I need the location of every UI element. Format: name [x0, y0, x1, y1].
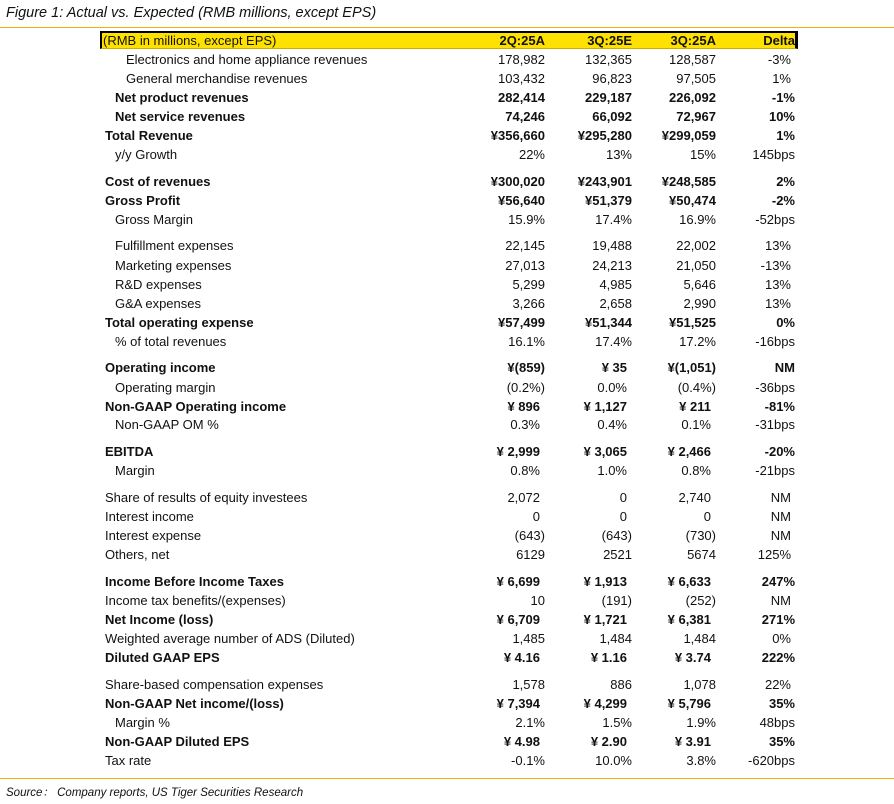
header-col-2q25a: 2Q:25A: [499, 33, 545, 48]
table-row: [0, 88, 894, 107]
cell-2q25a: ¥ 2,999: [496, 444, 540, 459]
row-label: Total Revenue: [105, 128, 193, 143]
row-label: Share-based compensation expenses: [105, 677, 324, 692]
cell-3q25a: 97,505: [676, 71, 716, 86]
cell-delta: -13%: [760, 258, 791, 273]
cell-delta: 13%: [764, 296, 791, 311]
cell-delta: 1%: [772, 71, 791, 86]
cell-3q25a: 3.8%: [686, 753, 716, 768]
table-row: [0, 126, 894, 145]
table-row: [0, 236, 894, 255]
row-label: Net service revenues: [115, 109, 246, 124]
header-col-3q25a: 3Q:25A: [670, 33, 716, 48]
row-label: Non-GAAP Operating income: [105, 399, 287, 414]
cell-2q25a: 282,414: [498, 90, 545, 105]
row-label: Non-GAAP OM %: [115, 417, 219, 432]
cell-3q25e: 96,823: [592, 71, 632, 86]
cell-3q25a: 0.1%: [681, 417, 711, 432]
table-row: [0, 694, 894, 713]
cell-delta: 1%: [776, 128, 795, 143]
table-row: [0, 610, 894, 629]
cell-2q25a: ¥ 4.98: [503, 734, 540, 749]
cell-3q25a: 5674: [687, 547, 716, 562]
cell-2q25a: -0.1%: [511, 753, 545, 768]
cell-2q25a: ¥56,640: [498, 193, 545, 208]
bottom-rule: [0, 778, 894, 779]
row-label: Total operating expense: [105, 315, 254, 330]
row-label: Gross Margin: [115, 212, 194, 227]
table-row: [0, 256, 894, 275]
cell-2q25a: 178,982: [498, 52, 545, 67]
cell-delta: NM: [770, 490, 791, 505]
cell-3q25a: 128,587: [669, 52, 716, 67]
table-row: [0, 591, 894, 610]
cell-3q25e: (643): [601, 528, 632, 543]
cell-3q25e: 17.4%: [595, 212, 632, 227]
table-row: [0, 572, 894, 591]
cell-delta: 2%: [776, 174, 795, 189]
cell-3q25e: 229,187: [585, 90, 632, 105]
cell-2q25a: ¥ 6,709: [496, 612, 540, 627]
cell-2q25a: 0.3%: [510, 417, 540, 432]
cell-3q25e: 13%: [605, 147, 632, 162]
cell-2q25a: 16.1%: [508, 334, 545, 349]
row-label: y/y Growth: [115, 147, 178, 162]
cell-3q25e: (191): [601, 593, 632, 608]
cell-2q25a: ¥ 7,394: [496, 696, 540, 711]
cell-2q25a: ¥ 896: [507, 399, 540, 414]
cell-2q25a: 5,299: [512, 277, 545, 292]
table-row: [0, 172, 894, 191]
cell-2q25a: 1,485: [512, 631, 545, 646]
cell-delta: 271%: [761, 612, 795, 627]
table-row: [0, 713, 894, 732]
cell-3q25e: 2,658: [599, 296, 632, 311]
row-label: Cost of revenues: [105, 174, 211, 189]
cell-3q25e: 0: [619, 509, 627, 524]
table-row: [0, 107, 894, 126]
cell-2q25a: ¥57,499: [498, 315, 545, 330]
cell-3q25a: ¥248,585: [661, 174, 716, 189]
cell-3q25e: 1,484: [599, 631, 632, 646]
row-label: Gross Profit: [105, 193, 181, 208]
cell-delta: -2%: [771, 193, 795, 208]
cell-3q25e: 4,985: [599, 277, 632, 292]
cell-3q25a: 72,967: [676, 109, 716, 124]
cell-3q25a: ¥ 5,796: [667, 696, 711, 711]
cell-2q25a: 74,246: [505, 109, 545, 124]
row-label: Income tax benefits/(expenses): [105, 593, 286, 608]
table-row: [0, 50, 894, 69]
table-row: [0, 545, 894, 564]
cell-3q25e: 0.4%: [597, 417, 627, 432]
cell-3q25e: 1.5%: [602, 715, 632, 730]
table-row: [0, 415, 894, 434]
cell-3q25a: 5,646: [683, 277, 716, 292]
cell-3q25a: 0: [703, 509, 711, 524]
cell-delta: NM: [770, 528, 791, 543]
table-row: [0, 210, 894, 229]
row-label: Operating income: [105, 360, 216, 375]
cell-3q25e: ¥ 1,721: [583, 612, 627, 627]
table-row: [0, 332, 894, 351]
cell-2q25a: 2,072: [507, 490, 540, 505]
cell-3q25a: ¥ 3.91: [674, 734, 711, 749]
table-row: [0, 629, 894, 648]
table-row: [0, 507, 894, 526]
row-label: Net product revenues: [115, 90, 249, 105]
cell-delta: NM: [770, 593, 791, 608]
cell-delta: 10%: [768, 109, 795, 124]
cell-3q25e: 1.0%: [597, 463, 627, 478]
cell-2q25a: (643): [514, 528, 545, 543]
cell-3q25a: (0.4%): [677, 380, 716, 395]
cell-2q25a: 27,013: [505, 258, 545, 273]
table-row: [0, 461, 894, 480]
cell-3q25a: 17.2%: [679, 334, 716, 349]
cell-delta: -20%: [764, 444, 795, 459]
row-label: G&A expenses: [115, 296, 201, 311]
cell-3q25e: ¥ 1,127: [583, 399, 627, 414]
cell-delta: 222%: [761, 650, 795, 665]
cell-2q25a: 15.9%: [508, 212, 545, 227]
row-label: Diluted GAAP EPS: [105, 650, 220, 665]
row-label: Interest expense: [105, 528, 202, 543]
cell-3q25a: ¥ 6,381: [667, 612, 711, 627]
row-label: Share of results of equity investees: [105, 490, 308, 505]
table-row: [0, 675, 894, 694]
cell-3q25a: 2,740: [678, 490, 711, 505]
cell-3q25e: ¥ 35: [601, 360, 627, 375]
cell-2q25a: ¥ 6,699: [496, 574, 540, 589]
cell-delta: 13%: [764, 238, 791, 253]
table-row: [0, 378, 894, 397]
table-row: [0, 69, 894, 88]
header-col-delta: Delta: [763, 33, 795, 48]
cell-delta: -620bps: [748, 753, 795, 768]
cell-delta: -81%: [764, 399, 795, 414]
cell-2q25a: 1,578: [512, 677, 545, 692]
cell-3q25e: 24,213: [592, 258, 632, 273]
table-row: [0, 275, 894, 294]
cell-3q25a: ¥ 2,466: [667, 444, 711, 459]
table-row: [0, 751, 894, 770]
row-label: Interest income: [105, 509, 194, 524]
table-row: [0, 488, 894, 507]
cell-2q25a: (0.2%): [506, 380, 545, 395]
cell-3q25e: 132,365: [585, 52, 632, 67]
row-label: Others, net: [105, 547, 170, 562]
source-note: Source： Company reports, US Tiger Securities Research: [6, 787, 304, 799]
row-label: Weighted average number of ADS (Diluted): [105, 631, 355, 646]
cell-delta: 35%: [768, 696, 795, 711]
cell-delta: -36bps: [755, 380, 795, 395]
cell-3q25a: 1,484: [683, 631, 716, 646]
cell-3q25e: 66,092: [592, 109, 632, 124]
cell-3q25e: ¥295,280: [577, 128, 632, 143]
cell-3q25e: 0: [619, 490, 627, 505]
row-label: % of total revenues: [115, 334, 227, 349]
cell-3q25a: 15%: [689, 147, 716, 162]
row-label: EBITDA: [105, 444, 154, 459]
cell-3q25a: 21,050: [676, 258, 716, 273]
cell-2q25a: 3,266: [512, 296, 545, 311]
top-rule: [0, 27, 894, 28]
cell-3q25e: ¥51,344: [585, 315, 632, 330]
cell-delta: 13%: [764, 277, 791, 292]
cell-delta: 35%: [768, 734, 795, 749]
cell-3q25e: ¥ 4,299: [583, 696, 627, 711]
cell-delta: 145bps: [752, 147, 795, 162]
cell-delta: -1%: [771, 90, 795, 105]
cell-3q25e: ¥ 1,913: [583, 574, 627, 589]
cell-2q25a: 6129: [516, 547, 545, 562]
figure-title: Figure 1: Actual vs. Expected (RMB millions, except EPS): [6, 5, 377, 21]
table-row: [0, 526, 894, 545]
cell-3q25a: 16.9%: [679, 212, 716, 227]
cell-3q25e: 19,488: [592, 238, 632, 253]
row-label: Operating margin: [115, 380, 216, 395]
cell-2q25a: 0: [532, 509, 540, 524]
row-label: Income Before Income Taxes: [105, 574, 284, 589]
row-label: Non-GAAP Net income/(loss): [105, 696, 284, 711]
row-label: Electronics and home appliance revenues: [126, 52, 368, 67]
cell-2q25a: 22%: [518, 147, 545, 162]
cell-delta: -52bps: [755, 212, 795, 227]
cell-3q25a: 22,002: [676, 238, 716, 253]
row-label: Marketing expenses: [115, 258, 232, 273]
cell-delta: 125%: [757, 547, 791, 562]
cell-3q25a: ¥51,525: [669, 315, 716, 330]
cell-3q25a: 226,092: [669, 90, 716, 105]
cell-2q25a: ¥300,020: [490, 174, 545, 189]
row-label: Fulfillment expenses: [115, 238, 234, 253]
cell-delta: 48bps: [759, 715, 795, 730]
cell-delta: -31bps: [755, 417, 795, 432]
table-row: [0, 732, 894, 751]
table-row: [0, 358, 894, 377]
row-label: Tax rate: [105, 753, 152, 768]
cell-2q25a: ¥356,660: [490, 128, 545, 143]
cell-3q25a: 0.8%: [681, 463, 711, 478]
cell-delta: 0%: [772, 631, 791, 646]
cell-delta: NM: [770, 509, 791, 524]
cell-3q25a: ¥(1,051): [667, 360, 716, 375]
cell-3q25a: ¥50,474: [669, 193, 716, 208]
cell-3q25a: ¥ 3.74: [674, 650, 711, 665]
cell-3q25a: 2,990: [683, 296, 716, 311]
cell-2q25a: 22,145: [505, 238, 545, 253]
cell-delta: 22%: [764, 677, 791, 692]
table-row: [0, 191, 894, 210]
row-label: Non-GAAP Diluted EPS: [105, 734, 250, 749]
cell-3q25a: (730): [685, 528, 716, 543]
header-label: (RMB in millions, except EPS): [103, 33, 277, 48]
row-label: Net Income (loss): [105, 612, 214, 627]
table-row: [0, 294, 894, 313]
cell-3q25e: 886: [610, 677, 632, 692]
header-col-3q25e: 3Q:25E: [587, 33, 632, 48]
cell-delta: 247%: [761, 574, 795, 589]
table-row: [0, 648, 894, 667]
table-row: [0, 397, 894, 416]
cell-delta: 0%: [776, 315, 795, 330]
cell-2q25a: 2.1%: [515, 715, 545, 730]
cell-3q25e: ¥ 2.90: [590, 734, 627, 749]
cell-2q25a: 103,432: [498, 71, 545, 86]
cell-3q25a: 1.9%: [686, 715, 716, 730]
row-label: Margin: [115, 463, 155, 478]
cell-2q25a: ¥ 4.16: [503, 650, 540, 665]
cell-3q25e: 10.0%: [595, 753, 632, 768]
cell-delta: -21bps: [755, 463, 795, 478]
cell-delta: NM: [774, 360, 795, 375]
cell-3q25a: ¥ 211: [679, 399, 711, 414]
cell-3q25e: ¥ 3,065: [583, 444, 627, 459]
table-row: [0, 313, 894, 332]
cell-3q25a: ¥ 6,633: [667, 574, 711, 589]
table-header-row: [0, 31, 894, 50]
cell-3q25a: 1,078: [683, 677, 716, 692]
cell-3q25a: ¥299,059: [661, 128, 716, 143]
cell-3q25e: 17.4%: [595, 334, 632, 349]
cell-3q25e: ¥ 1.16: [590, 650, 627, 665]
cell-3q25e: ¥243,901: [577, 174, 632, 189]
cell-3q25a: (252): [685, 593, 716, 608]
row-label: General merchandise revenues: [126, 71, 308, 86]
cell-2q25a: ¥(859): [507, 360, 545, 375]
cell-3q25e: 2521: [603, 547, 632, 562]
cell-delta: -3%: [767, 52, 791, 67]
cell-delta: -16bps: [755, 334, 795, 349]
cell-2q25a: 10: [530, 593, 545, 608]
cell-3q25e: 0.0%: [597, 380, 627, 395]
table-row: [0, 145, 894, 164]
cell-2q25a: 0.8%: [510, 463, 540, 478]
table-row: [0, 442, 894, 461]
cell-3q25e: ¥51,379: [585, 193, 632, 208]
row-label: Margin %: [115, 715, 170, 730]
row-label: R&D expenses: [115, 277, 202, 292]
